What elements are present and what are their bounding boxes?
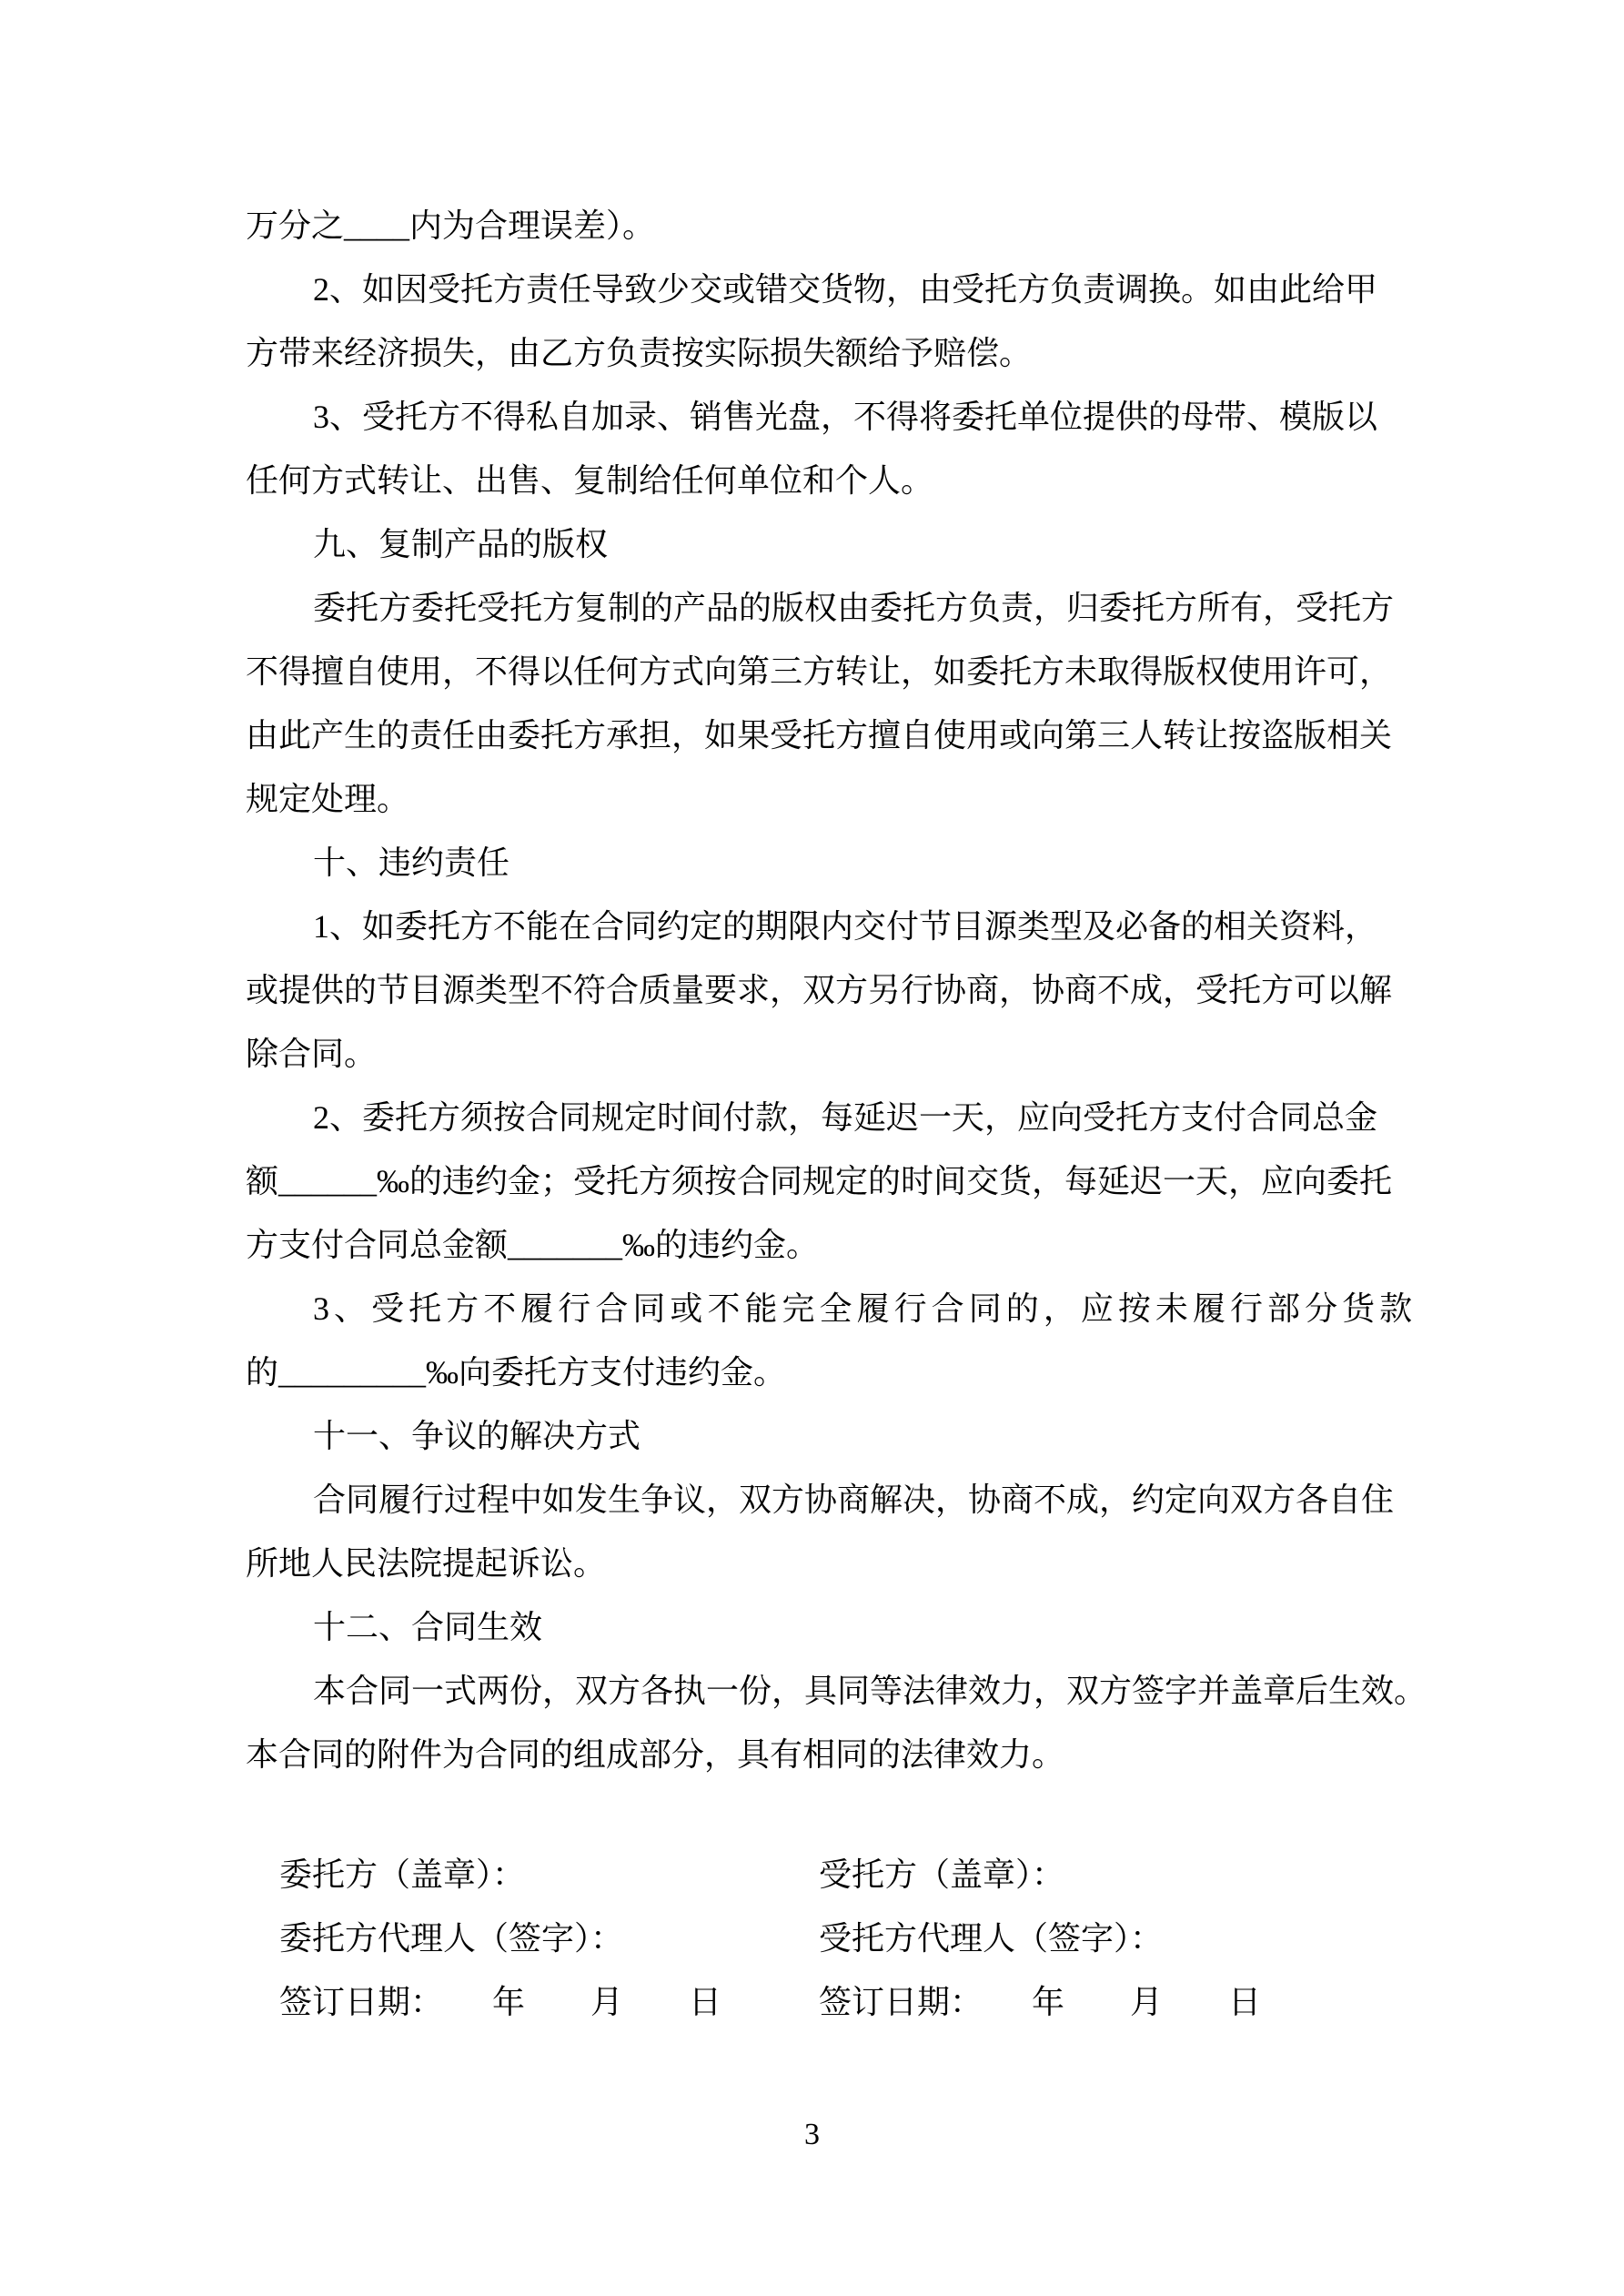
contract-line: 2、如因受托方责任导致少交或错交货物，由受托方负责调换。如由此给甲 (313, 271, 1378, 308)
contract-line: 额______‰的违约金；受托方须按合同规定的时间交货，每延迟一天，应向委托 (246, 1163, 1393, 1199)
contract-line: 所地人民法院提起诉讼。 (246, 1545, 607, 1582)
contract-line: 由此产生的责任由委托方承担，如果受托方擅自使用或向第三人转让按盗版相关 (246, 717, 1393, 754)
contract-section-heading: 十二、合同生效 (313, 1609, 543, 1645)
contract-line: 方带来经济损失，由乙方负责按实际损失额给予赔偿。 (246, 335, 1033, 371)
signature-row-agent (246, 1907, 1378, 1970)
contract-body (246, 194, 1427, 2034)
contract-line: 任何方式转让、出售、复制给任何单位和个人。 (246, 462, 934, 499)
contract-line: 委托方委托受托方复制的产品的版权由委托方负责，归委托方所有，受托方 (313, 590, 1395, 626)
contract-line: 2、委托方须按合同规定时间付款，每延迟一天，应向受托方支付合同总金 (313, 1099, 1378, 1136)
contract-line: 的_________‰向委托方支付违约金。 (246, 1354, 787, 1391)
contract-line: 3、受托方不得私自加录、销售光盘，不得将委托单位提供的母带、模版以 (313, 399, 1378, 435)
contract-line: 本合同一式两份，双方各执一份，具同等法律效力，双方签字并盖章后生效。 (313, 1673, 1427, 1709)
contract-section-heading: 十一、争议的解决方式 (313, 1418, 641, 1454)
entrusting-party-seal-label: 委托方（盖章）： (279, 1856, 526, 1893)
entrusting-party-agent-label: 委托方代理人（签字）： (279, 1920, 624, 1957)
contract-line: 除合同。 (246, 1036, 378, 1072)
signature-block-gap (246, 1786, 1378, 1843)
entrusted-party-agent-label: 受托方代理人（签字）： (819, 1920, 1164, 1957)
contract-line: 3、受托方不履行合同或不能完全履行合同的，应按未履行部分货款 (313, 1290, 1417, 1327)
signature-row-date (246, 1970, 1378, 2034)
contract-section-heading: 十、违约责任 (313, 845, 510, 881)
signature-row-seal (246, 1843, 1378, 1907)
contract-line: 或提供的节目源类型不符合质量要求，双方另行协商，协商不成，受托方可以解 (246, 972, 1393, 1008)
contract-line: 规定处理。 (246, 781, 410, 817)
contract-line: 不得擅自使用，不得以任何方式向第三方转让，如委托方未取得版权使用许可， (246, 653, 1393, 690)
contract-line: 万分之____内为合理误差）。 (246, 207, 656, 244)
entrusting-party-date-label: 签订日期： 年 月 日 (279, 1984, 722, 2020)
page-number: 3 (804, 2118, 820, 2151)
entrusted-party-seal-label: 受托方（盖章）： (819, 1856, 1065, 1893)
entrusted-party-date-label: 签订日期： 年 月 日 (819, 1984, 1262, 2020)
contract-line: 1、如委托方不能在合同约定的期限内交付节目源类型及必备的相关资料， (313, 908, 1378, 945)
contract-line: 本合同的附件为合同的组成部分，具有相同的法律效力。 (246, 1736, 1065, 1773)
contract-line: 合同履行过程中如发生争议，双方协商解决，协商不成，约定向双方各自住 (313, 1482, 1395, 1518)
contract-section-heading: 九、复制产品的版权 (313, 526, 609, 562)
contract-line: 方支付合同总金额_______‰的违约金。 (246, 1227, 820, 1263)
